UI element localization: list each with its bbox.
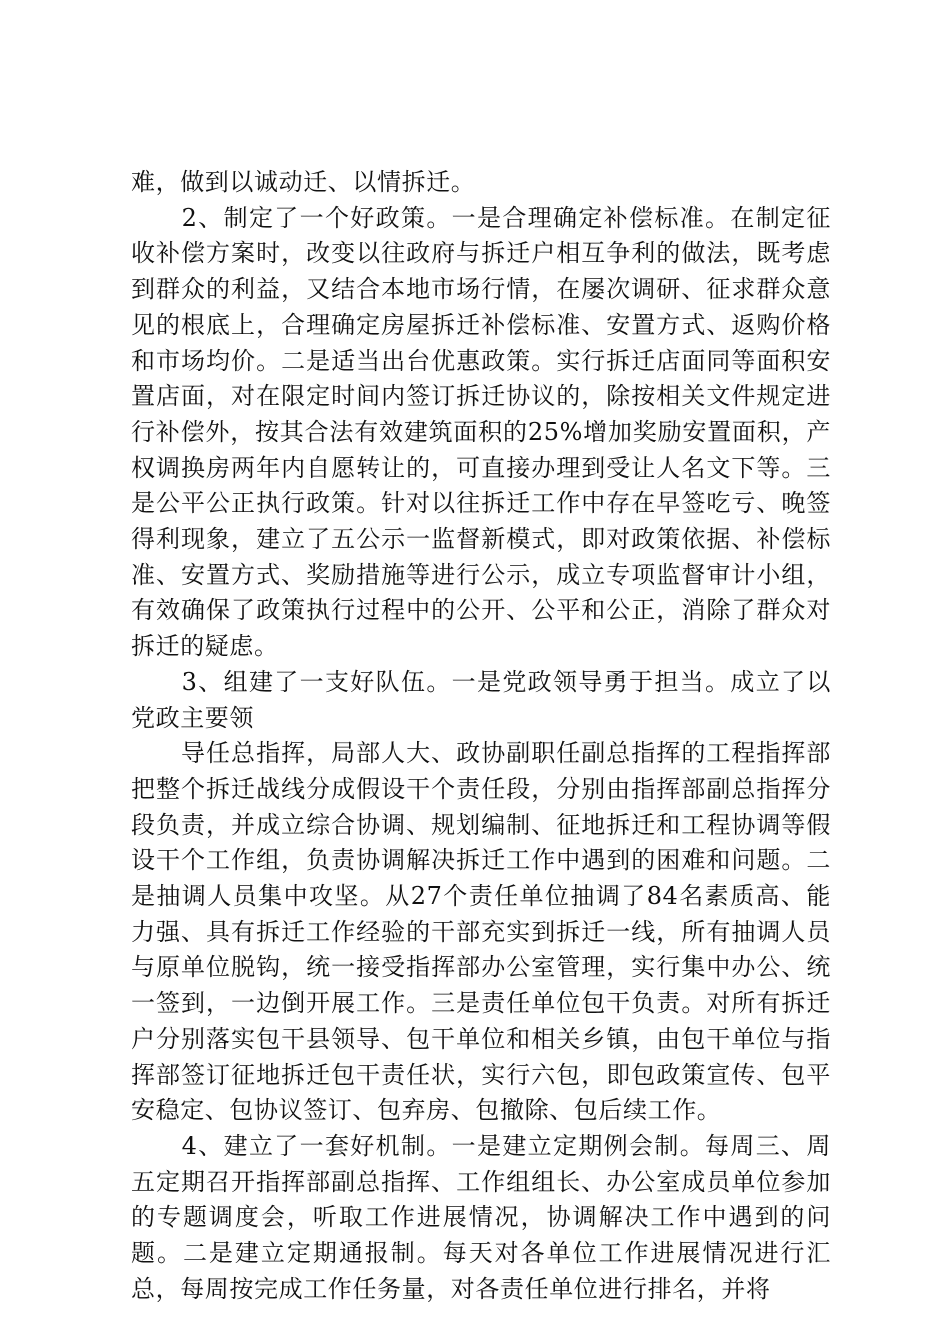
paragraph-team-detail: 导任总指挥，局部人大、政协副职任副总指挥的工程指挥部把整个拆迁战线分成假设干个责任段，分别由指挥部副总指挥分段负责，并成立综合协调、规划编制、征地拆迁和工程协调等假设干个工作组，负责协调解决拆迁工作中遇到的困难和问题。二是抽调人员集中攻坚。从27个责任单位抽调了84名素质高、能力强、具有拆迁工作经验的干部充实到拆迁一线，所有抽调人员与原单位脱钩，统一接受指挥部办公室管理，实行集中办公、统一签到，一边倒开展工作。三是责任单位包干负责。对所有拆迁户分别落实包干县领导、包干单位和相关乡镇，由包干单位与指挥部签订征地拆迁包干责任状，实行六包，即包政策宣传、包平安稳定、包协议签订、包弃房、包撤除、包后续工作。 xyxy=(131,739,831,1125)
paragraph-continuation: 难，做到以诚动迁、以情拆迁。 xyxy=(131,168,476,196)
body-text xyxy=(131,165,831,1308)
paragraph-mechanism: 4、建立了一套好机制。一是建立定期例会制。每周三、周五定期召开指挥部副总指挥、工作组组长、办公室成员单位参加的专题调度会，听取工作进展情况，协调解决工作中遇到的问题。二是建立定期通报制。每天对各单位工作进展情况进行汇总，每周按完成工作任务量，对各责任单位进行排名，并将 xyxy=(131,1131,831,1303)
paragraph-team-intro: 3、组建了一支好队伍。一是党政领导勇于担当。成立了以党政主要领 xyxy=(131,667,831,732)
paragraph-policy: 2、制定了一个好政策。一是合理确定补偿标准。在制定征收补偿方案时，改变以往政府与拆迁户相互争利的做法，既考虑到群众的利益，又结合本地市场行情，在屡次调研、征求群众意见的根底上，合理确定房屋拆迁补偿标准、安置方式、返购价格和市场均价。二是适当出台优惠政策。实行拆迁店面同等面积安置店面，对在限定时间内签订拆迁协议的，除按相关文件规定进行补偿外，按其合法有效建筑面积的25%增加奖励安置面积，产权调换房两年内自愿转让的，可直接办理到受让人名文下等。三是公平公正执行政策。针对以往拆迁工作中存在早签吃亏、晚签得利现象，建立了五公示一监督新模式，即对政策依据、补偿标准、安置方式、奖励措施等进行公示，成立专项监督审计小组，有效确保了政策执行过程中的公开、公平和公正，消除了群众对拆迁的疑虑。 xyxy=(131,203,831,661)
